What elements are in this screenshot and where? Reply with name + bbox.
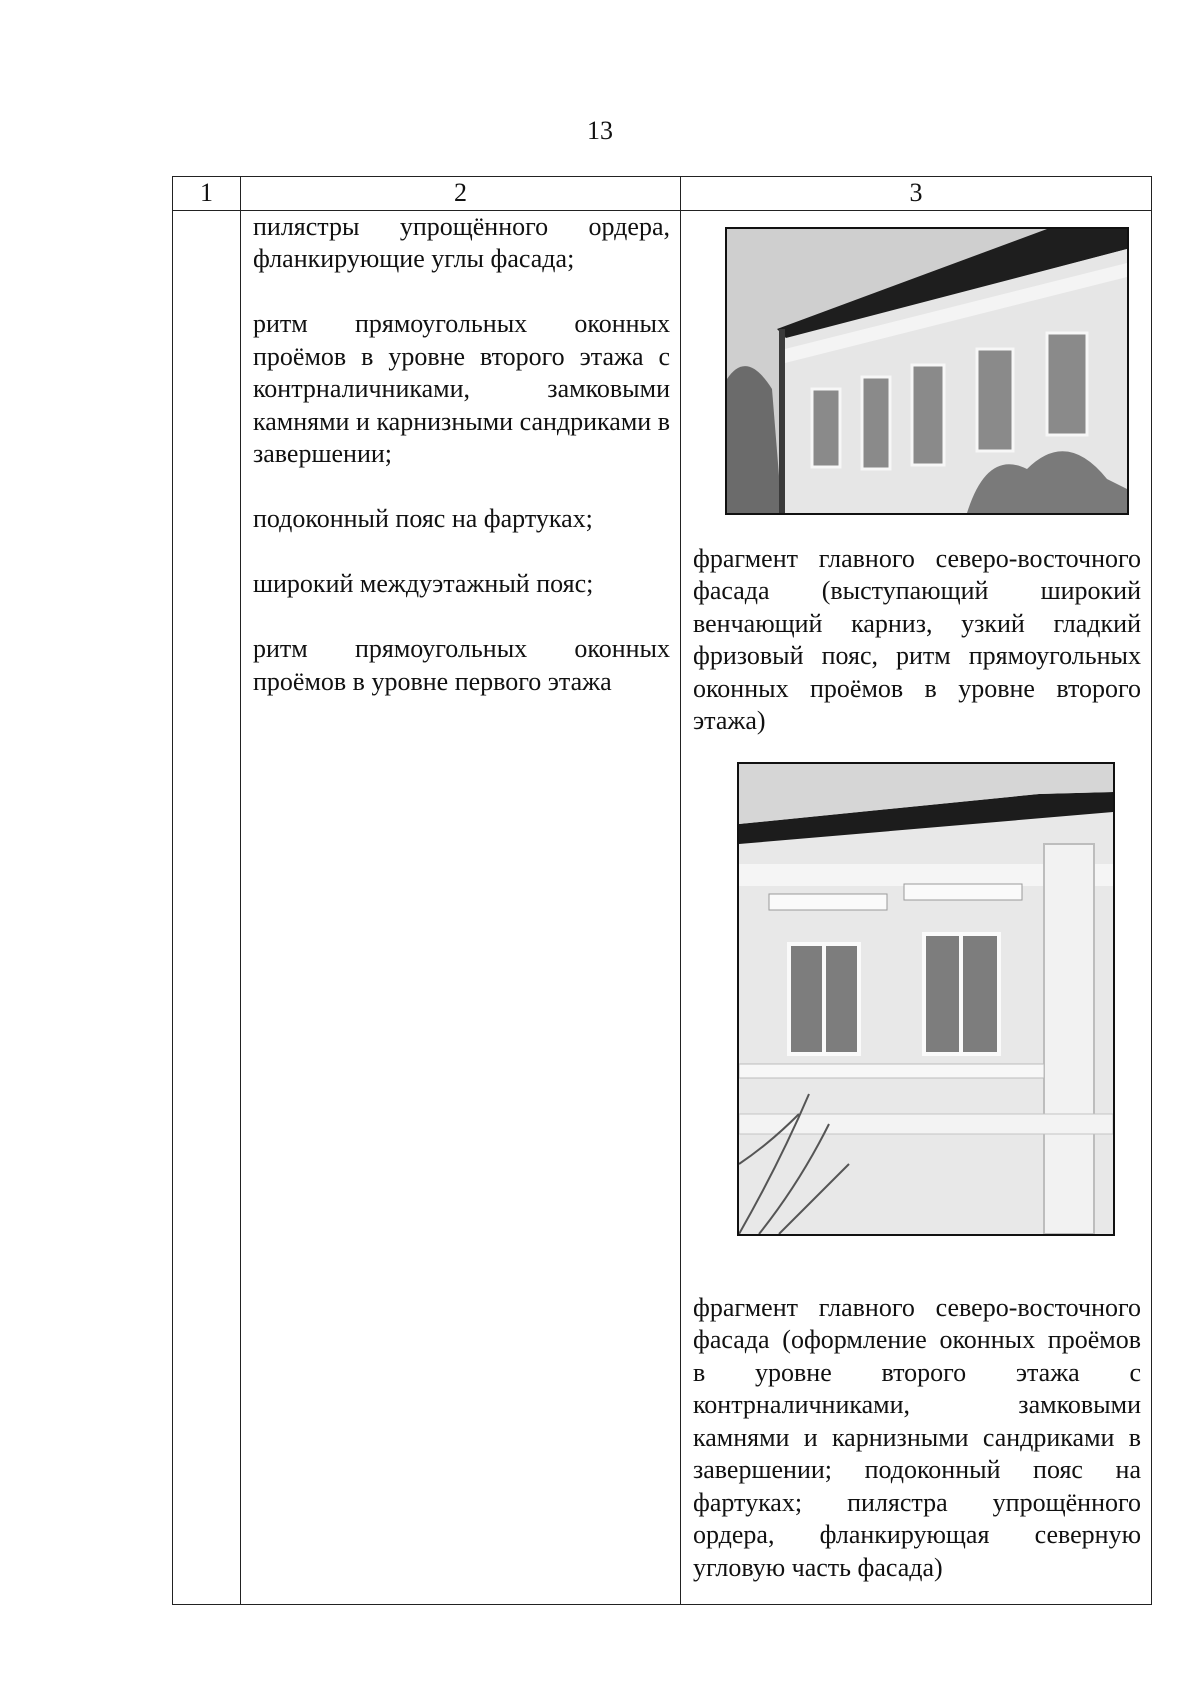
header-col-2: 2: [241, 177, 681, 211]
page-number: 13: [587, 116, 613, 145]
heritage-table: [172, 176, 1152, 1605]
facade-photo-1: [725, 227, 1129, 515]
feature-sill-belt: подоконный пояс на фартуках;: [253, 504, 593, 533]
header-col-1: 1: [173, 177, 241, 211]
header-row: [173, 177, 1152, 211]
photos-cell: [681, 210, 1152, 1604]
content-row: [173, 210, 1152, 1604]
feature-first-floor-windows: ритм прямоугольных оконных проёмов в уровне первого этажа: [253, 634, 670, 696]
features-cell: [241, 210, 681, 1604]
header-col-3: 3: [681, 177, 1152, 211]
photo-1-caption: фрагмент главного северо-восточного фасада (выступающий широкий венчающий карниз, узкий гладкий фризовый пояс, ритм прямоугольных оконных проёмов в уровне второго этажа): [693, 543, 1141, 735]
feature-second-floor-windows: ритм прямоугольных оконных проёмов в уровне второго этажа с контрналичниками, замковыми камнями и карнизными сандриками в завершении;: [253, 309, 670, 468]
feature-pilasters: пилястры упрощённого ордера, фланкирующие углы фасада;: [253, 211, 670, 273]
feature-interfloor-belt: широкий междуэтажный пояс;: [253, 569, 594, 598]
number-cell: [173, 210, 241, 1604]
photo-2-caption: фрагмент главного северо-восточного фасада (оформление оконных проёмов в уровне второго этажа с контрналичниками, замковыми камнями и карнизными сандриками в завершении; подоконный пояс на фартуках; пилястра упрощённого ордера, фланкирующая северную угловую часть фасада): [693, 1292, 1141, 1582]
facade-photo-2: [737, 762, 1115, 1236]
